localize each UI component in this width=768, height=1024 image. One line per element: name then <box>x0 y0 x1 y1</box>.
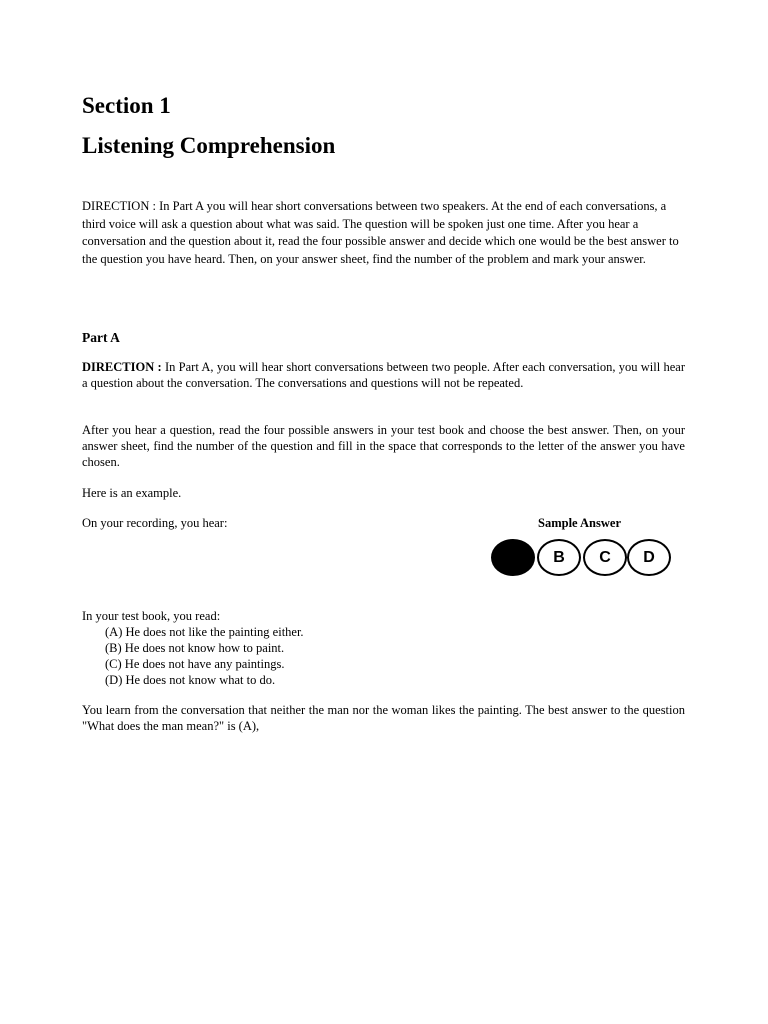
answer-option: (B) He does not know how to paint. <box>105 641 285 655</box>
part-a-heading: Part A <box>82 330 120 345</box>
answer-bubble-b: B <box>537 539 581 576</box>
recording-prompt: On your recording, you hear: <box>82 516 228 530</box>
direction-text: In Part A, you will hear short conversations between two people. After each conversation, you will hear a question about the conversation. The conversations and questions will not be repeated. <box>82 360 685 390</box>
answer-option: (D) He does not know what to do. <box>105 673 276 687</box>
section-title: Section 1 <box>82 93 171 118</box>
direction-label: DIRECTION : <box>82 360 162 374</box>
answer-bubble-d: D <box>627 539 671 576</box>
answer-options <box>105 624 304 688</box>
answer-option: (A) He does not like the painting either. <box>105 625 304 639</box>
example-intro: Here is an example. <box>82 486 182 500</box>
sample-answer-label: Sample Answer <box>538 516 621 530</box>
section-subtitle: Listening Comprehension <box>82 133 336 158</box>
testbook-prompt: In your test book, you read: <box>82 609 221 623</box>
answer-bubble-a <box>491 539 535 576</box>
sample-answer-bubbles <box>491 539 671 577</box>
answer-bubble-c: C <box>583 539 627 576</box>
answer-option: (C) He does not have any paintings. <box>105 657 285 671</box>
part-a-direction <box>82 360 685 392</box>
answer-instructions: After you hear a question, read the four possible answers in your test book and choose the best answer. Then, on your answer sheet, find the number of the question and fill in the space that corresponds to the letter of the answer you have chosen. <box>82 423 685 469</box>
intro-direction: DIRECTION : In Part A you will hear short conversations between two speakers. At the end of each conversations, a third voice will ask a question about what was said. The question will be spoken just one time. After you hear a conversation and the question about it, read the four possible answer and decide which one would be the best answer to the question you have heard. Then, on your answer sheet, find the number of the problem and mark your answer. <box>82 199 679 267</box>
explanation-text: You learn from the conversation that neither the man nor the woman likes the painting. The best answer to the question "What does the man mean?" is (A), <box>82 703 685 733</box>
